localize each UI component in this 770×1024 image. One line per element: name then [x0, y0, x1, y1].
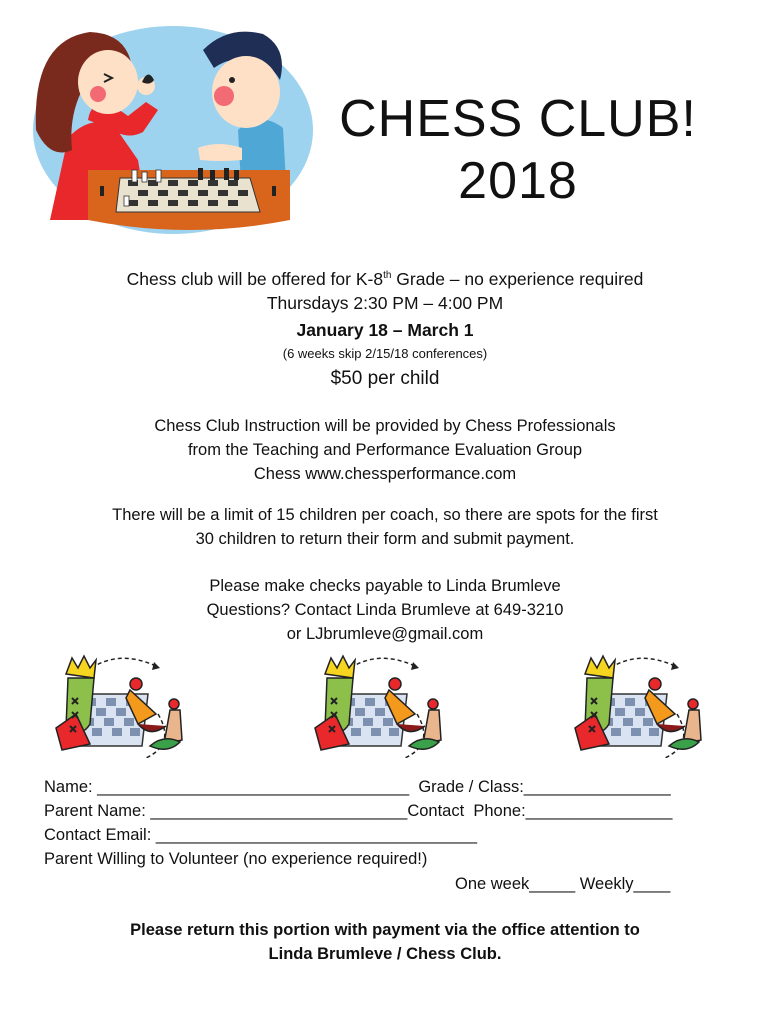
kids-playing-chess-illustration — [28, 20, 318, 238]
title-line-1: CHESS CLUB! — [339, 90, 697, 148]
meeting-time: Thursdays 2:30 PM – 4:00 PM — [266, 293, 504, 313]
price: $50 per child — [330, 368, 440, 389]
title-line-2: 2018 — [458, 152, 578, 210]
grade-info — [0, 263, 770, 292]
weeks-note: (6 weeks skip 2/15/18 conferences) — [282, 346, 488, 361]
limit-line-1: There will be a limit of 15 children per coach, so there are spots for the first — [112, 506, 658, 524]
volunteer-frequency[interactable]: One week_____ Weekly____ — [455, 875, 671, 893]
name-grade-line[interactable]: Name: __________________________________ Grade / Class:________________ — [44, 778, 671, 796]
footer-line-2: Linda Brumleve / Chess Club. — [268, 945, 502, 963]
instruction-line-3: Chess www.chessperformance.com — [253, 465, 517, 483]
instruction-line-1: Chess Club Instruction will be provided by Chess Professionals — [154, 417, 616, 435]
footer-line-1: Please return this portion with payment via the office attention to — [130, 921, 640, 939]
grade-info-sup: th — [383, 270, 392, 281]
contact-line-1: Please make checks payable to Linda Brumleve — [209, 577, 561, 595]
instruction-line-2: from the Teaching and Performance Evaluation Group — [187, 441, 583, 459]
chess-clipart-left — [46, 654, 186, 758]
volunteer-line: Parent Willing to Volunteer (no experience required!) — [44, 850, 428, 868]
email-line[interactable]: Contact Email: ___________________________________ — [44, 826, 478, 844]
limit-line-2: 30 children to return their form and submit payment. — [195, 530, 575, 548]
contact-line-2: Questions? Contact Linda Brumleve at 649-3210 — [206, 601, 564, 619]
parent-phone-line[interactable]: Parent Name: ____________________________Contact Phone:________________ — [44, 802, 673, 820]
grade-info-pre: Chess club will be offered for K-8 — [126, 268, 384, 289]
page-title — [318, 88, 718, 212]
meeting-dates: January 18 – March 1 — [296, 320, 474, 340]
contact-line-3: or LJbrumleve@gmail.com — [286, 625, 484, 643]
chess-clipart-center — [305, 654, 445, 758]
grade-info-post: Grade – no experience required — [391, 268, 644, 289]
chess-clipart-right — [565, 654, 705, 758]
